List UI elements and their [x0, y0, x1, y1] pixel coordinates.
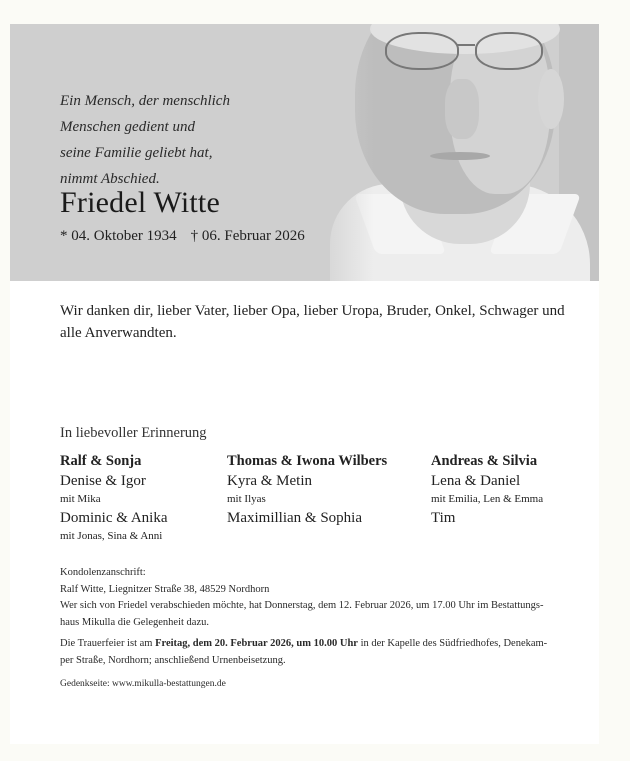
obituary-page [10, 24, 599, 744]
death-date: † 06. Februar 2026 [190, 228, 305, 244]
portrait-photo [310, 24, 599, 281]
ceremony-datetime: Freitag, dem 20. Februar 2026, um 10.00 Uhr [155, 638, 358, 649]
condolence-address [60, 565, 560, 598]
address-label: Kondolenzanschrift: [60, 567, 146, 578]
farewell-line: Wer sich von Friedel verabschieden möchte, hat Donnerstag, dem 12. Februar 2026, um 17.00 Uhr im Bestattungs- [60, 600, 544, 611]
mourner-head: Andreas & Silvia [431, 453, 538, 469]
mourner-head: Thomas & Iwona Wilbers [227, 453, 388, 469]
family-names: Kyra & Metin [227, 473, 312, 489]
mourner-column [227, 452, 387, 528]
family-names: Maximillian & Sophia [227, 510, 362, 526]
memory-title: In liebevoller Erinnerung [60, 425, 207, 441]
mourner-column [60, 452, 168, 546]
memorial-website-link[interactable]: Gedenkseite: www.mikulla-bestattungen.de [60, 679, 226, 689]
address-value: Ralf Witte, Liegnitzer Straße 38, 48529 Nordhorn [60, 583, 270, 595]
family-kids: mit Mika [60, 493, 101, 505]
farewell-line: haus Mikulla die Gelegenheit dazu. [60, 616, 209, 628]
motto-line: seine Familie geliebt hat, [60, 145, 213, 161]
deceased-name: Friedel Witte [60, 186, 220, 219]
thanks-text: Wir danken dir, lieber Vater, lieber Opa, lieber Uropa, Bruder, Onkel, Schwager und alle Anverwandten. [60, 303, 565, 341]
family-kids: mit Ilyas [227, 493, 266, 505]
motto-line: Menschen gedient und [60, 119, 195, 135]
family-kids: mit Jonas, Sina & Anni [60, 530, 163, 542]
motto-line: nimmt Abschied. [60, 171, 160, 187]
header-banner [10, 24, 599, 281]
family-names: Dominic & Anika [60, 510, 168, 526]
ceremony-line [60, 636, 560, 653]
family-names: Tim [431, 510, 456, 526]
motto-line: Ein Mensch, der menschlich [60, 93, 230, 109]
photo-fade-overlay [310, 24, 599, 281]
family-names: Denise & Igor [60, 473, 146, 489]
ceremony-location: in der Kapelle des Südfriedhofes, Denekam- [357, 638, 548, 649]
farewell-info [60, 598, 560, 631]
life-dates [60, 228, 305, 245]
family-names: Lena & Daniel [431, 473, 521, 489]
ceremony-line: per Straße, Nordhorn; anschließend Urnenbeisetzung. [60, 654, 286, 666]
mourner-column [431, 452, 543, 528]
motto [60, 88, 320, 192]
birth-date: * 04. Oktober 1934 [60, 228, 177, 244]
mourner-head: Ralf & Sonja [60, 453, 142, 469]
ceremony-info [60, 636, 560, 669]
ceremony-prefix: Die Trauerfeier ist am [60, 638, 156, 649]
family-kids: mit Emilia, Len & Emma [431, 493, 544, 505]
